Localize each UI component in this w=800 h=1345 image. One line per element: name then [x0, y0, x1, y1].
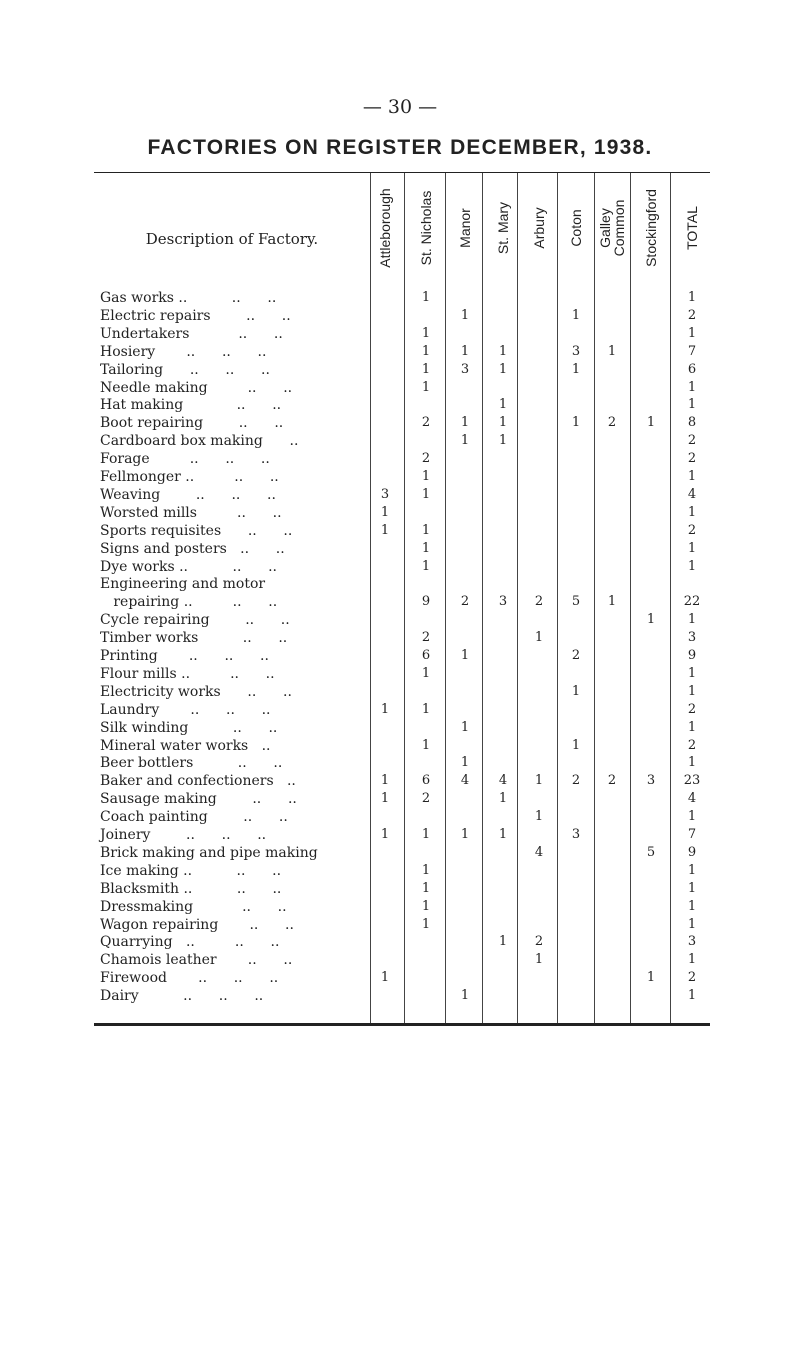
row-total: 1	[687, 379, 697, 395]
row-label: Cycle repairing .. ..	[100, 612, 290, 629]
row-total: 1	[687, 290, 697, 305]
table-row	[0, 754, 800, 772]
row-label: Coach painting .. ..	[100, 809, 288, 826]
row-total: 2	[687, 451, 697, 467]
row-cell: 1	[498, 361, 508, 377]
row-label: Hat making .. ..	[100, 397, 282, 414]
row-total: 2	[687, 701, 697, 717]
table-row	[0, 683, 800, 701]
table-row	[0, 987, 800, 1005]
table-row	[0, 379, 800, 397]
row-label: Baker and confectioners ..	[100, 773, 296, 790]
row-label: Electricity works .. ..	[100, 683, 292, 700]
table-row	[0, 969, 800, 987]
column-header-text: Arbury	[531, 207, 547, 249]
row-total: 1	[687, 665, 697, 681]
table-row	[0, 629, 800, 647]
row-total: 2	[687, 737, 697, 753]
row-cell: 2	[607, 415, 617, 431]
row-cell: 5	[646, 844, 656, 860]
row-cell: 1	[421, 343, 431, 359]
row-cell: 1	[421, 862, 431, 878]
table-row	[0, 361, 800, 379]
row-cell: 1	[421, 665, 431, 681]
row-cell: 1	[571, 737, 581, 753]
row-cell: 1	[571, 307, 581, 323]
row-label: Mineral water works ..	[100, 737, 271, 754]
column-header-manor	[447, 173, 483, 283]
row-cell: 1	[421, 540, 431, 556]
table-row	[0, 862, 800, 880]
row-cell: 2	[607, 773, 617, 789]
row-label: Hosiery .. .. ..	[100, 343, 267, 360]
table-row	[0, 540, 800, 558]
table-row	[0, 325, 800, 343]
row-total: 2	[687, 970, 697, 986]
row-label: Gas works .. .. ..	[100, 290, 277, 306]
row-cell: 1	[380, 522, 390, 538]
row-cell: 1	[460, 343, 470, 359]
column-header-coton	[558, 173, 594, 283]
table-row	[0, 307, 800, 325]
row-cell: 3	[460, 361, 470, 377]
row-cell: 1	[498, 791, 508, 807]
row-cell: 6	[421, 648, 431, 663]
row-total: 1	[687, 880, 697, 896]
table-row	[0, 468, 800, 486]
row-total: 1	[687, 755, 697, 771]
table-row	[0, 486, 800, 504]
table-row	[0, 289, 800, 307]
row-cell: 1	[380, 970, 390, 986]
row-cell: 2	[421, 791, 431, 807]
table-row	[0, 933, 800, 951]
row-cell: 1	[421, 880, 431, 896]
row-total: 23	[683, 773, 701, 789]
row-label: Cardboard box making ..	[100, 433, 299, 450]
row-label: Joinery .. .. ..	[100, 827, 267, 843]
row-label: Fellmonger .. .. ..	[100, 469, 279, 485]
row-cell: 3	[380, 486, 390, 502]
row-total: 1	[687, 469, 697, 484]
row-cell: 2	[571, 648, 581, 663]
table-row	[0, 808, 800, 826]
page-title: FACTORIES ON REGISTER DECEMBER, 1938.	[147, 136, 653, 159]
column-header-text: St. Nicholas	[418, 190, 434, 266]
row-cell: 2	[534, 594, 544, 610]
row-cell: 1	[421, 522, 431, 538]
column-header-st-mary	[485, 173, 521, 283]
row-cell: 1	[421, 737, 431, 753]
row-cell: 1	[421, 827, 431, 842]
row-label: Tailoring .. .. ..	[100, 361, 270, 378]
column-header-galley-common	[594, 173, 630, 283]
column-header-text: Coton	[568, 209, 584, 247]
table-row	[0, 396, 800, 414]
row-label: Boot repairing .. ..	[100, 415, 284, 432]
row-cell: 1	[498, 827, 508, 842]
row-cell: 2	[421, 415, 431, 431]
row-cell: 1	[421, 290, 431, 305]
table-row	[0, 719, 800, 737]
row-cell: 1	[460, 415, 470, 431]
row-cell: 1	[421, 916, 431, 932]
row-label: Printing .. .. ..	[100, 648, 269, 664]
row-label: Quarrying .. .. ..	[100, 934, 280, 951]
row-total: 2	[687, 307, 697, 323]
row-cell: 1	[534, 773, 544, 789]
row-cell: 1	[607, 594, 617, 610]
row-cell: 1	[421, 701, 431, 717]
table-row	[0, 593, 800, 611]
row-cell: 1	[421, 558, 431, 574]
table-row	[0, 522, 800, 540]
table-row	[0, 504, 800, 522]
row-cell: 3	[571, 343, 581, 359]
row-label: Sausage making .. ..	[100, 791, 297, 808]
row-label: Firewood .. .. ..	[100, 970, 279, 987]
row-total: 1	[687, 862, 697, 878]
table-row	[0, 611, 800, 629]
column-header-text: Attleborough	[377, 188, 393, 268]
row-total: 8	[687, 415, 697, 431]
row-label: Dye works .. .. ..	[100, 558, 277, 575]
row-label: Engineering and motor	[100, 576, 266, 593]
row-label: Electric repairs .. ..	[100, 307, 291, 324]
row-cell: 1	[380, 827, 390, 842]
column-header-total	[672, 173, 712, 283]
row-cell: 1	[571, 683, 581, 699]
row-cell: 1	[571, 361, 581, 377]
row-cell: 1	[421, 469, 431, 484]
row-cell: 4	[498, 773, 508, 789]
row-cell: 3	[498, 594, 508, 610]
column-header-text: Galley Common	[597, 199, 627, 257]
row-cell: 1	[571, 415, 581, 431]
row-total: 6	[687, 361, 697, 377]
table-row	[0, 951, 800, 969]
table-row	[0, 916, 800, 934]
table-row	[0, 826, 800, 844]
row-cell: 3	[571, 827, 581, 842]
row-cell: 1	[421, 361, 431, 377]
row-label: Signs and posters .. ..	[100, 540, 285, 557]
row-cell: 1	[380, 773, 390, 789]
column-header-text: St. Mary	[495, 201, 511, 255]
row-cell: 1	[646, 415, 656, 431]
row-total: 7	[687, 827, 697, 842]
table-row	[0, 665, 800, 683]
row-label: Brick making and pipe making	[100, 844, 318, 861]
row-cell: 1	[460, 988, 470, 1004]
row-label: Needle making .. ..	[100, 379, 293, 396]
row-total: 9	[687, 648, 697, 663]
row-cell: 2	[534, 934, 544, 950]
row-cell: 1	[646, 612, 656, 628]
row-label: Ice making .. .. ..	[100, 862, 282, 879]
row-total: 1	[687, 952, 697, 968]
row-cell: 1	[460, 433, 470, 449]
table-row	[0, 880, 800, 898]
table-row	[0, 414, 800, 432]
table-row	[0, 898, 800, 916]
table-row	[0, 647, 800, 665]
row-cell: 1	[421, 898, 431, 914]
row-cell: 1	[460, 307, 470, 323]
row-label: Dairy .. .. ..	[100, 988, 264, 1005]
row-cell: 1	[380, 701, 390, 717]
row-total: 1	[687, 988, 697, 1004]
row-total: 22	[683, 594, 701, 610]
row-cell: 1	[380, 504, 390, 520]
column-header-text: TOTAL	[684, 206, 700, 250]
row-label: Worsted mills .. ..	[100, 504, 282, 521]
table-row	[0, 701, 800, 719]
row-label: Timber works .. ..	[100, 630, 288, 647]
row-total: 1	[687, 325, 697, 341]
row-cell: 1	[498, 415, 508, 431]
row-total: 9	[687, 844, 697, 860]
row-label: Flour mills .. .. ..	[100, 665, 275, 682]
row-total: 4	[687, 791, 697, 807]
row-total: 3	[687, 934, 697, 950]
row-total: 1	[687, 916, 697, 932]
row-cell: 1	[460, 648, 470, 663]
column-header-attleborough	[368, 173, 402, 283]
row-label: Weaving .. .. ..	[100, 486, 276, 503]
table-row	[0, 450, 800, 468]
row-cell: 1	[534, 630, 544, 646]
table-row	[0, 737, 800, 755]
table-row	[0, 432, 800, 450]
row-cell: 2	[571, 773, 581, 789]
table-row	[0, 575, 800, 593]
table-row	[0, 558, 800, 576]
row-label: Beer bottlers .. ..	[100, 755, 283, 772]
row-total: 1	[687, 719, 697, 735]
row-total: 1	[687, 504, 697, 520]
row-total: 1	[687, 612, 697, 628]
row-total: 1	[687, 397, 697, 413]
column-header-arbury	[520, 173, 558, 283]
column-header-text: Manor	[457, 208, 473, 248]
row-cell: 1	[534, 809, 544, 825]
row-cell: 1	[421, 379, 431, 395]
row-cell: 5	[571, 594, 581, 610]
row-cell: 1	[460, 755, 470, 771]
table-row	[0, 790, 800, 808]
bottom-rule	[94, 1023, 710, 1026]
row-cell: 4	[460, 773, 470, 789]
row-cell: 1	[534, 952, 544, 968]
row-label: Laundry .. .. ..	[100, 701, 271, 718]
row-cell: 2	[421, 451, 431, 467]
row-total: 4	[687, 486, 697, 502]
row-total: 3	[687, 630, 697, 646]
row-total: 1	[687, 558, 697, 574]
row-label: Silk winding .. ..	[100, 719, 278, 736]
row-label: Dressmaking .. ..	[100, 898, 287, 915]
row-cell: 2	[460, 594, 470, 610]
row-cell: 1	[646, 970, 656, 986]
row-cell: 1	[421, 486, 431, 502]
row-label: Sports requisites .. ..	[100, 522, 293, 539]
row-total: 2	[687, 522, 697, 538]
row-label: Blacksmith .. .. ..	[100, 880, 282, 897]
row-cell: 1	[607, 343, 617, 359]
row-cell: 6	[421, 773, 431, 789]
row-label: Forage .. .. ..	[100, 451, 270, 468]
row-cell: 2	[421, 630, 431, 646]
row-cell: 1	[460, 827, 470, 842]
row-cell: 1	[460, 719, 470, 735]
row-label: Undertakers .. ..	[100, 325, 283, 342]
table-row	[0, 772, 800, 790]
row-cell: 4	[534, 844, 544, 860]
row-label: Wagon repairing .. ..	[100, 916, 294, 933]
row-total: 1	[687, 683, 697, 699]
row-cell: 1	[498, 397, 508, 413]
row-label: Chamois leather .. ..	[100, 952, 293, 969]
column-header-stockingford	[631, 173, 671, 283]
row-cell: 9	[421, 594, 431, 610]
row-total: 7	[687, 343, 697, 359]
table-row	[0, 844, 800, 862]
table-row	[0, 343, 800, 361]
row-total: 1	[687, 540, 697, 556]
row-cell: 1	[498, 934, 508, 950]
row-cell: 1	[498, 343, 508, 359]
column-header-st-nicholas	[406, 173, 446, 283]
row-cell: 1	[498, 433, 508, 449]
column-header-text: Stockingford	[643, 189, 659, 267]
row-total: 1	[687, 809, 697, 825]
row-total: 2	[687, 433, 697, 449]
row-cell: 3	[646, 773, 656, 789]
row-label: repairing .. .. ..	[100, 594, 278, 611]
description-header: Description of Factory.	[145, 230, 319, 248]
row-total: 1	[687, 898, 697, 914]
row-cell: 1	[380, 791, 390, 807]
page-number: — 30 —	[362, 96, 438, 118]
row-cell: 1	[421, 325, 431, 341]
